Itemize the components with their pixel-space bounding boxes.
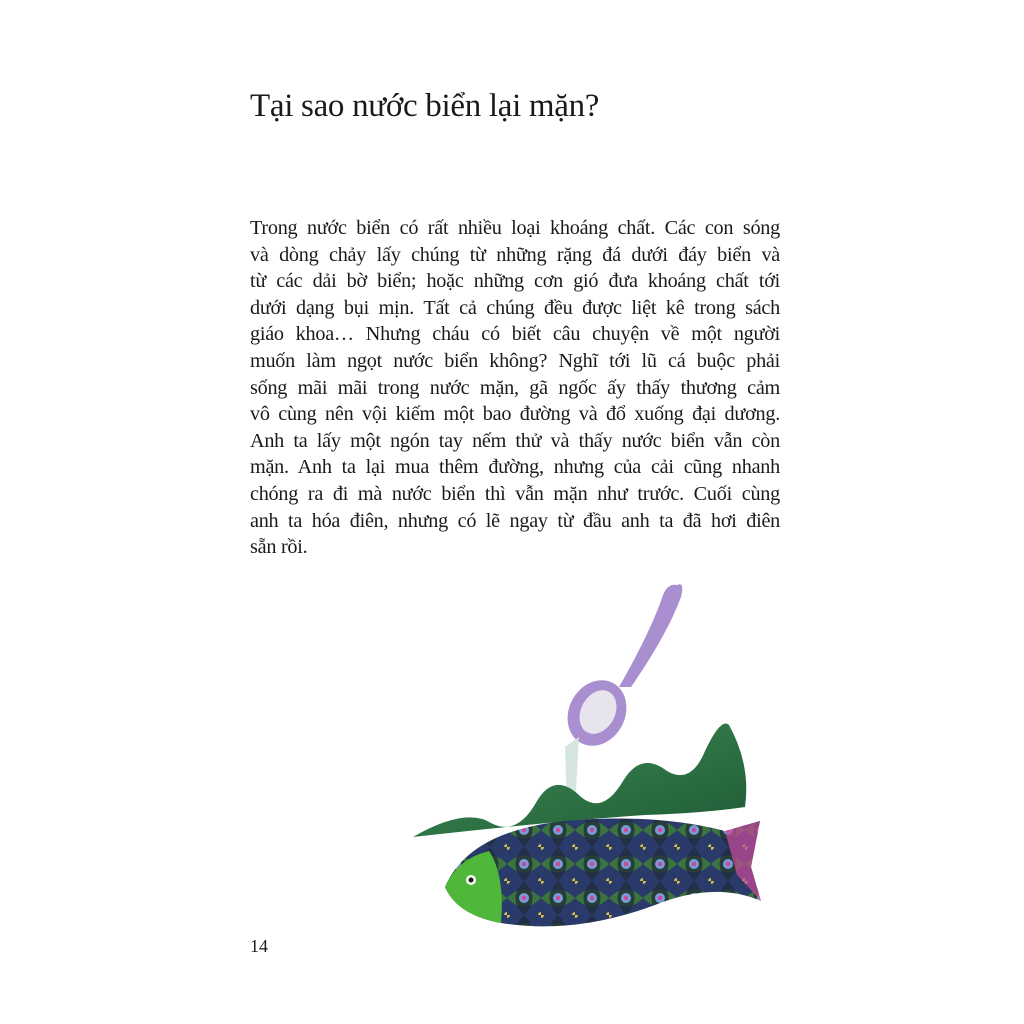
body-line: từ các dải bờ biển; hoặc những cơn gió đưa khoáng chất tới [250,270,780,293]
fish-icon [445,819,761,927]
body-line: anh ta hóa điên, nhưng có lẽ ngay từ đầu anh ta đã hơi điên [250,509,780,532]
page-number: 14 [250,936,268,956]
body-line: và dòng chảy lấy chúng từ những rặng đá dưới đáy biển và [250,243,780,266]
page-title: Tại sao nước biển lại mặn? [250,88,600,124]
fish-spoon-illustration [405,575,780,955]
body-line: sống mãi mãi trong nước mặn, gã ngốc ấy thấy thương cảm [250,376,780,399]
body-line: giáo khoa… Nhưng cháu có biết câu chuyện về một người [250,323,780,346]
body-line: vô cùng nên vội kiếm một bao đường và đổ xuống đại dương. [250,403,780,426]
body-line: chóng ra đi mà nước biển thì vẫn mặn như trước. Cuối cùng [250,482,780,505]
body-line: muốn làm ngọt nước biển không? Nghĩ tới lũ cá buộc phải [250,349,780,372]
body-line: dưới dạng bụi mịn. Tất cả chúng đều được liệt kê trong sách [250,296,780,319]
body-line: mặn. Anh ta lại mua thêm đường, nhưng của cải cũng nhanh [250,456,780,479]
spoon-icon [556,584,682,756]
body-line: Anh ta lấy một ngón tay nếm thử và thấy nước biển vẫn còn [250,429,780,452]
body-line: Trong nước biển có rất nhiều loại khoáng chất. Các con sóng [250,217,780,239]
body-paragraph [250,215,780,561]
body-line: sẵn rồi. [250,536,308,559]
